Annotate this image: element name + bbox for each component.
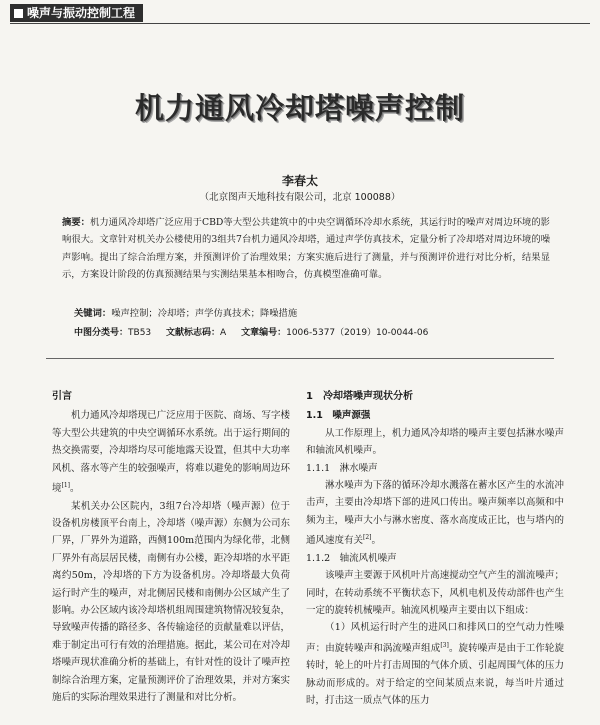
abstract: [62, 214, 550, 283]
abstract-text: 机力通风冷却塔广泛应用于CBD等大型公共建筑中的中央空调循环冷却水系统，其运行时的噪声对周边环境的影响很大。文章针对机关办公楼使用的3组共7台机力通风冷却塔，通过声学仿真技术，定量分析了冷却塔对周边环境的噪声影响。提出了综合治理方案，并预测评价了治理效果；方案实施后进行了测量，并与预测评价进行对比分析，结果显示，方案设计阶段的仿真预测结果与实测结果基本相吻合，仿真模型准确可靠。: [62, 217, 550, 280]
fan-noise-paragraph: 该噪声主要源于风机叶片高速搅动空气产生的湍流噪声；同时，在转动系统不平衡状态下，风机电机及传动部件也产生一定的旋转机械噪声。轴流风机噪声主要由以下组成：: [306, 570, 564, 617]
article-number-label: 文章编号：: [241, 328, 287, 338]
fan-noise-item-1-cont: 。旋转噪声是由于工作轮旋转时，轮上的叶片打击周围的气体介质、引起周围气体的压力脉动而形成的。对于给定的空间某质点来说，每当叶片通过时，打击这一质点气体的压力: [306, 643, 564, 707]
fan-noise-item-1-text: （1）风机运行时产生的进风口和排风口的空气动力性噪声：由旋转噪声和涡流噪声组成: [306, 622, 564, 654]
noise-source-paragraph: 从工作原理上，机力通风冷却塔的噪声主要包括淋水噪声和轴流风机噪声。: [306, 427, 564, 457]
keywords: [74, 305, 554, 319]
section-1-heading: 1 冷却塔噪声现状分析: [306, 391, 413, 402]
abstract-label: 摘要：: [62, 217, 90, 228]
journal-section-tab: [10, 4, 143, 22]
intro-paragraph-1-text: 机力通风冷却塔现已广泛应用于医院、商场、写字楼等大型公共建筑的中央空调循环水系统。出于运行期间的热交换需要，冷却塔均尽可能地露天设置，但其中大功率风机、落水等产生的较强噪声，将难以避免的影响周边环境: [52, 410, 290, 495]
clc-value: TB53: [128, 328, 152, 338]
intro-heading: 引言: [52, 391, 72, 402]
doc-code-label: 文献标志码：: [166, 328, 221, 338]
article-number-value: 1006-5377（2019）10-0044-06: [286, 328, 429, 338]
square-marker-icon: [14, 9, 23, 18]
intro-paragraph-2: 某机关办公区院内，3组7台冷却塔（噪声源）位于设备机房楼顶平台南上，冷却塔（噪声源）东侧为公司东厂界，厂界外为道路，西侧100m范围内为绿化带，北侧厂界外有高层居民楼，南侧有办公楼，距冷却塔的水平距离约50m，冷却塔的下方为设备机房。冷却塔最大负荷运行时产生的噪声，对北侧居民楼和南侧办公区域产生了影响。办公区域内该冷却塔机组周围建筑物情况较复杂，导致噪声传播的路径多、各传输途径的贡献量难以评估，难于制定出可行有效的治理措施。据此，某公司在对冷却塔噪声现状准确分析的基础上，有针对性的设计了噪声控制综合治理方案，定量预测评价了治理效果，并对方案实施后的实际治理效果进行了测量和对比分析。: [52, 500, 290, 704]
journal-section-label: 噪声与振动控制工程: [27, 6, 136, 20]
section-1-1-heading: 1.1 噪声源强: [306, 410, 371, 422]
water-noise-paragraph: [306, 477, 564, 550]
keywords-label: 关键词：: [74, 308, 112, 319]
water-noise-text: 淋水噪声为下落的循环冷却水溅落在蓄水区产生的水流冲击声，主要由冷却塔下部的进风口传出。噪声频率以高频和中频为主，噪声大小与淋水密度、落水高度成正比，也与塔内的通风速度有关: [306, 480, 564, 547]
doc-code-value: A: [220, 328, 227, 338]
section-divider: [46, 358, 554, 359]
section-1-1-1-heading: 1.1.1 淋水噪声: [306, 462, 378, 474]
article-metadata: [74, 325, 574, 338]
citation-2: [2]: [363, 534, 372, 542]
clc-label: 中图分类号：: [74, 328, 129, 338]
citation-1: [1]: [61, 482, 71, 490]
header-rule: [10, 23, 590, 24]
citation-3: [3]: [440, 641, 449, 649]
fan-noise-item-1: [306, 619, 564, 709]
section-1-1-2-heading: 1.1.2 轴流风机噪声: [306, 552, 397, 564]
left-column: [52, 388, 290, 706]
author-name: 李春太: [281, 174, 318, 188]
intro-paragraph-1-end: 。: [70, 483, 80, 495]
right-column: [306, 388, 564, 710]
article-title: 机力通风冷却塔噪声控制: [134, 91, 465, 125]
water-noise-end: 。: [371, 535, 382, 547]
keywords-text: 噪声控制；冷却塔；声学仿真技术；降噪措施: [111, 308, 298, 319]
author-affiliation: （北京图声天地科技有限公司，北京 100088）: [199, 192, 401, 203]
intro-paragraph-1: [52, 407, 290, 497]
